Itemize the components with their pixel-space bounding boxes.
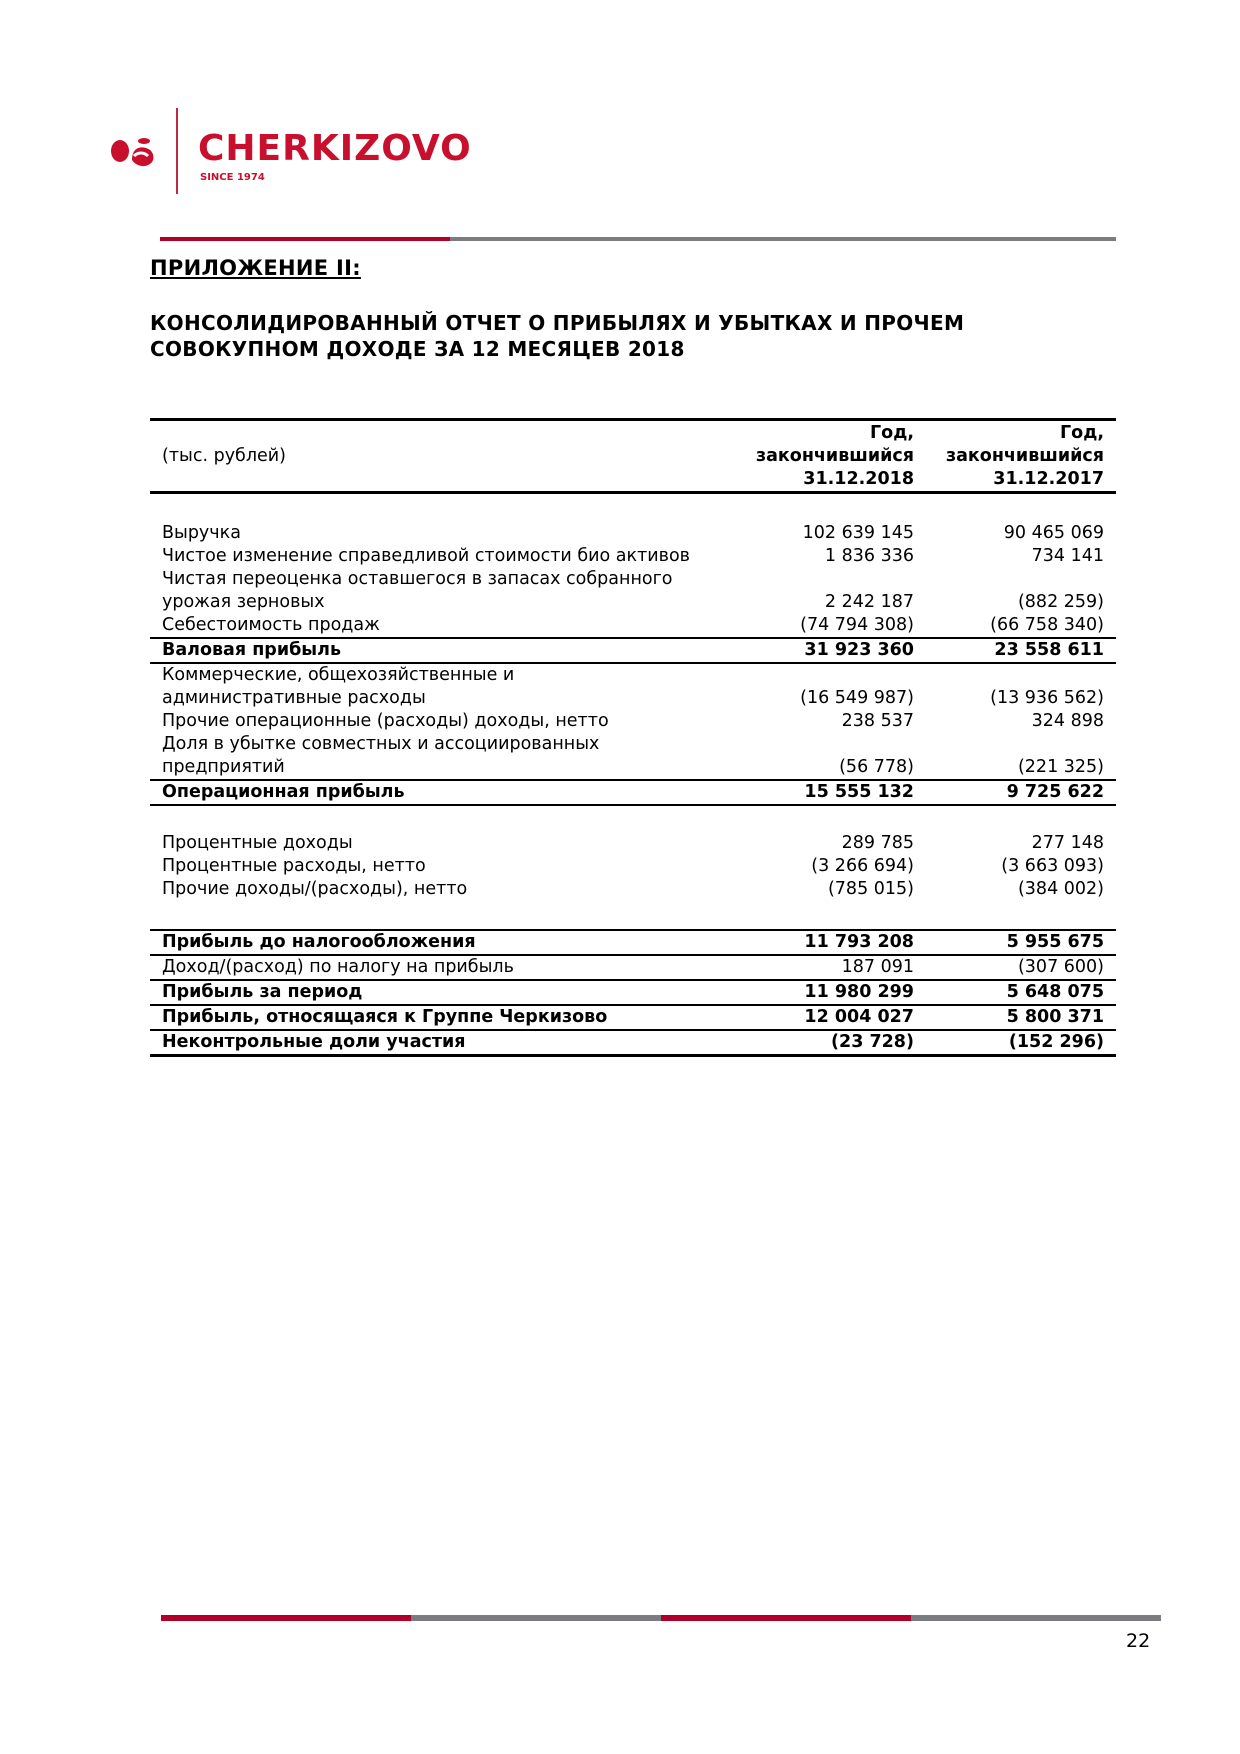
total-row-attributable-to-group: Прибыль, относящаяся к Группе Черкизово 12 004 027 5 800 371 [150, 1005, 1116, 1030]
company-logo [110, 108, 510, 194]
total-row-non-controlling: Неконтрольные доли участия (23 728) (152 296) [150, 1030, 1116, 1056]
table-row: Доход/(расход) по налогу на прибыль 187 091 (307 600) [150, 955, 1116, 980]
column-header-2018: Год, закончившийся 31.12.2018 [732, 420, 926, 493]
spacer-row [150, 493, 1116, 523]
brand-since: SINCE 1974 [200, 172, 265, 183]
table-header-row [150, 420, 1116, 493]
footer-divider-bar [161, 1615, 1161, 1621]
table-row: Чистое изменение справедливой стоимости био активов 1 836 336 734 141 [162, 546, 1104, 566]
subtitle-line-1: КОНСОЛИДИРОВАННЫЙ ОТЧЕТ О ПРИБЫЛЯХ И УБЫТКАХ И ПРОЧЕМ [150, 311, 965, 335]
report-subtitle [150, 310, 964, 362]
table-row: Прочие операционные (расходы) доходы, нетто 238 537 324 898 [162, 711, 1104, 731]
table-row: Доля в убытке совместных и ассоциированных [162, 734, 600, 754]
table-row: Выручка 102 639 145 90 465 069 [162, 523, 1104, 543]
logo-divider [176, 108, 178, 194]
total-row-profit-for-period: Прибыль за период 11 980 299 5 648 075 [150, 980, 1116, 1005]
header-divider-bar [160, 237, 1116, 241]
footer-divider-accent [661, 1615, 911, 1621]
header-divider-accent [160, 237, 450, 241]
brand-name: CHERKIZOVO [198, 128, 472, 169]
page-number: 22 [1126, 1630, 1151, 1652]
table-row: Процентные расходы, нетто (3 266 694) (3 663 093) [162, 856, 1104, 876]
subtotal-row-operating-profit: Операционная прибыль 15 555 132 9 725 622 [150, 780, 1116, 805]
table-row: Прочие доходы/(расходы), нетто (785 015) (384 002) [162, 879, 1104, 899]
income-statement-table [150, 418, 1116, 1057]
table-row: Чистая переоценка оставшегося в запасах собранного [162, 569, 673, 589]
spacer-row [150, 805, 1116, 832]
spacer-row [150, 901, 1116, 930]
subtotal-row-gross-profit: Валовая прибыль 31 923 360 23 558 611 [150, 638, 1116, 663]
column-header-2017: Год, закончившийся 31.12.2017 [926, 420, 1116, 493]
appendix-title: ПРИЛОЖЕНИЕ II: [150, 256, 361, 280]
table-row: Себестоимость продаж (74 794 308) (66 758 340) [150, 614, 1116, 638]
table-row: Коммерческие, общехозяйственные и [162, 665, 515, 685]
footer-divider-accent [161, 1615, 411, 1621]
cherkizovo-logo-icon [110, 132, 158, 168]
table-row: урожая зерновых 2 242 187 (882 259) [162, 592, 1104, 612]
table-row: предприятий (56 778) (221 325) [150, 756, 1116, 780]
table-row: административные расходы (16 549 987) (13 936 562) [162, 688, 1104, 708]
subtotal-row-profit-before-tax: Прибыль до налогообложения 11 793 208 5 955 675 [150, 930, 1116, 955]
unit-label: (тыс. рублей) [150, 420, 732, 493]
table-row: Процентные доходы 289 785 277 148 [162, 833, 1104, 853]
subtitle-line-2: СОВОКУПНОМ ДОХОДЕ ЗА 12 МЕСЯЦЕВ 2018 [150, 337, 685, 361]
